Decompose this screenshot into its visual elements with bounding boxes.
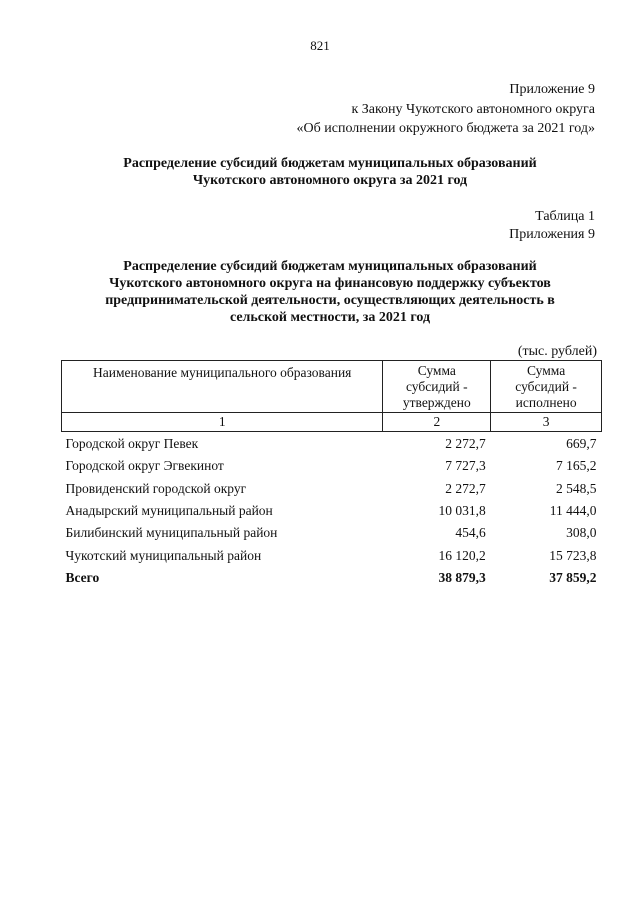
- law-reference-line: к Закону Чукотского автономного округа: [351, 102, 595, 117]
- table-header-row: [62, 361, 602, 413]
- appendix-law-reference: [297, 100, 595, 138]
- caption-line: Таблица 1: [535, 209, 595, 224]
- municipality-name: Билибинский муниципальный район: [65, 525, 278, 541]
- municipality-name: Чукотский муниципальный район: [65, 547, 262, 563]
- municipality-name: Городской округ Эгвекинот: [65, 458, 224, 474]
- executed-amount: 308,0: [566, 525, 597, 541]
- heading-line: сельской местности, за 2021 год: [229, 310, 431, 325]
- column-header-approved: [383, 361, 491, 413]
- executed-amount: 669,7: [566, 436, 597, 452]
- header-line: Сумма: [417, 363, 456, 378]
- column-number: 2: [383, 413, 491, 432]
- total-label: Всего: [65, 569, 100, 585]
- approved-amount: 16 120,2: [438, 547, 486, 563]
- approved-amount: 454,6: [455, 525, 486, 541]
- header-line: Сумма: [526, 363, 566, 378]
- total-executed: 37 859,2: [549, 569, 597, 585]
- table-row: [62, 432, 602, 456]
- approved-amount: 2 272,7: [445, 436, 486, 452]
- approved-amount: 10 031,8: [438, 503, 486, 519]
- table-row: [62, 500, 602, 522]
- subsidies-table: [61, 360, 602, 589]
- heading-line: предпринимательской деятельности, осуществляющих деятельность в: [105, 293, 555, 308]
- page-number: 821: [310, 38, 330, 53]
- column-number: 1: [62, 413, 383, 432]
- municipality-name: Провиденский городской округ: [65, 480, 247, 496]
- executed-amount: 2 548,5: [556, 480, 597, 496]
- total-approved: 38 879,3: [438, 569, 486, 585]
- table-row: [62, 522, 602, 544]
- municipality-name: Анадырский муниципальный район: [65, 503, 273, 519]
- column-header-executed: [491, 361, 602, 413]
- appendix-title: Приложение 9: [509, 82, 595, 97]
- heading-line: Чукотского автономного округа за 2021 год: [192, 173, 468, 188]
- heading-line: Чукотского автономного округа на финансовую поддержку субъектов: [109, 276, 551, 291]
- column-number: 3: [491, 413, 602, 432]
- main-heading: [60, 155, 600, 189]
- law-reference-line: «Об исполнении окружного бюджета за 2021 год»: [296, 121, 595, 136]
- table-row: [62, 544, 602, 566]
- approved-amount: 2 272,7: [445, 480, 486, 496]
- units-label: (тыс. рублей): [517, 344, 597, 359]
- approved-amount: 7 727,3: [445, 458, 486, 474]
- heading-line: Распределение субсидий бюджетам муниципальных образований: [123, 156, 537, 171]
- table-row: [62, 455, 602, 477]
- column-header-name: Наименование муниципального образования: [62, 361, 383, 413]
- header-line: субсидий -: [515, 379, 577, 394]
- table-row: [62, 478, 602, 500]
- table-caption: [509, 208, 595, 244]
- total-row: [62, 567, 602, 589]
- municipality-name: Городской округ Певек: [65, 436, 199, 452]
- caption-line: Приложения 9: [509, 227, 595, 242]
- header-line: исполнено: [515, 395, 577, 410]
- table-heading: [60, 258, 600, 326]
- executed-amount: 15 723,8: [549, 547, 597, 563]
- executed-amount: 11 444,0: [549, 503, 597, 519]
- header-line: утверждено: [402, 395, 471, 410]
- header-line: субсидий -: [405, 379, 468, 394]
- column-numbering-row: [62, 413, 602, 432]
- executed-amount: 7 165,2: [556, 458, 597, 474]
- heading-line: Распределение субсидий бюджетам муниципальных образований: [123, 259, 537, 274]
